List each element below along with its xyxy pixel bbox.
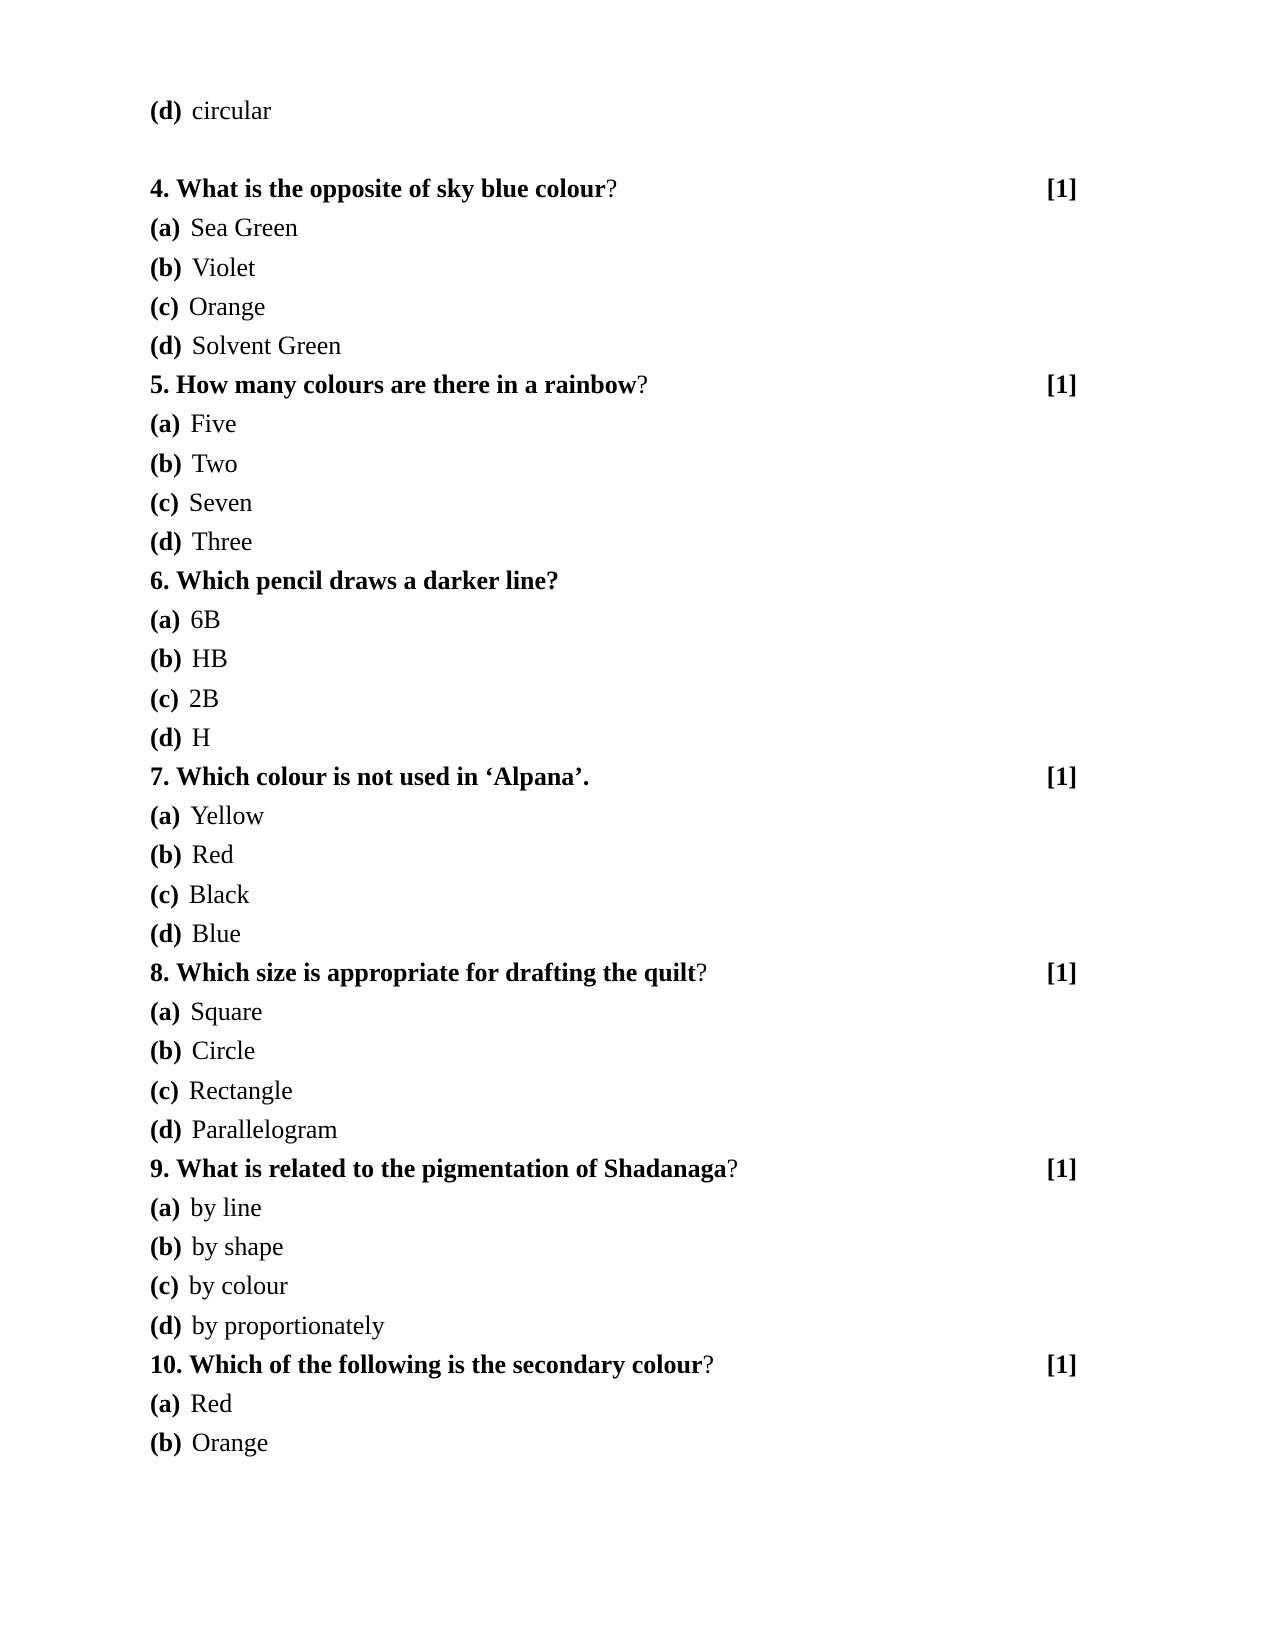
option-letter: (c) bbox=[150, 1271, 179, 1301]
option-line bbox=[150, 208, 1085, 247]
option-line bbox=[150, 404, 1085, 443]
option-letter: (c) bbox=[150, 683, 179, 713]
option-line bbox=[150, 1266, 1085, 1305]
option-text: by shape bbox=[191, 1232, 284, 1262]
option-line bbox=[150, 248, 1085, 287]
option-text: Orange bbox=[191, 1428, 269, 1458]
question-line bbox=[150, 1149, 1085, 1188]
option-letter: (b) bbox=[150, 840, 182, 870]
option-text: by proportionately bbox=[191, 1310, 385, 1340]
option-text: Red bbox=[191, 840, 234, 870]
option-text: HB bbox=[191, 644, 228, 674]
question-text: Which pencil draws a darker line? bbox=[176, 566, 560, 596]
option-letter: (c) bbox=[150, 879, 179, 909]
question-mark: ? bbox=[605, 174, 618, 204]
option-letter: (c) bbox=[150, 487, 179, 517]
option-line bbox=[150, 1384, 1085, 1423]
option-line bbox=[150, 1227, 1085, 1266]
option-text: Solvent Green bbox=[191, 330, 342, 360]
option-line bbox=[150, 679, 1085, 718]
option-line bbox=[150, 600, 1085, 639]
option-line bbox=[150, 875, 1085, 914]
option-line bbox=[150, 326, 1085, 365]
option-letter: (d) bbox=[150, 722, 182, 752]
question-block bbox=[150, 365, 1085, 561]
question-line bbox=[150, 365, 1085, 404]
question-line bbox=[150, 757, 1085, 796]
option-letter: (a) bbox=[150, 1193, 181, 1223]
question-block bbox=[150, 953, 1085, 1149]
option-letter: (d) bbox=[150, 918, 182, 948]
question-block bbox=[150, 1345, 1085, 1463]
option-text: Parallelogram bbox=[191, 1114, 338, 1144]
option-text: Orange bbox=[188, 291, 266, 321]
question-marks: [1] bbox=[1046, 957, 1077, 987]
question-list bbox=[150, 169, 1085, 1462]
spacer bbox=[150, 130, 1085, 169]
option-text: circular bbox=[191, 96, 272, 125]
question-line bbox=[150, 169, 1085, 208]
option-letter: (b) bbox=[150, 644, 182, 674]
question-number: 7. bbox=[150, 762, 170, 791]
question-number: 4. bbox=[150, 174, 170, 204]
question-block bbox=[150, 757, 1085, 953]
option-letter: (b) bbox=[150, 1428, 182, 1458]
option-line bbox=[150, 1071, 1085, 1110]
option-line bbox=[150, 914, 1085, 953]
question-marks: [1] bbox=[1046, 370, 1077, 400]
option-text: Rectangle bbox=[188, 1075, 293, 1105]
option-line bbox=[150, 639, 1085, 678]
question-mark: ? bbox=[695, 957, 708, 987]
question-line bbox=[150, 1345, 1085, 1384]
option-text: Three bbox=[191, 526, 253, 556]
option-letter: (a) bbox=[150, 409, 181, 439]
option-text: Blue bbox=[191, 918, 241, 948]
option-text: Circle bbox=[191, 1036, 256, 1066]
option-letter: (d) bbox=[150, 96, 182, 125]
question-marks: [1] bbox=[1046, 174, 1077, 204]
question-block bbox=[150, 169, 1085, 365]
question-paper-page bbox=[150, 91, 1085, 1462]
question-text: What is the opposite of sky blue colour bbox=[176, 174, 606, 204]
option-text: Red bbox=[190, 1389, 233, 1418]
option-text: Violet bbox=[191, 252, 256, 282]
question-marks: [1] bbox=[1046, 762, 1077, 791]
option-line bbox=[150, 1188, 1085, 1227]
option-line bbox=[150, 483, 1085, 522]
option-text: Five bbox=[190, 409, 237, 439]
option-letter: (d) bbox=[150, 526, 182, 556]
question-marks: [1] bbox=[1046, 1153, 1077, 1183]
option-line bbox=[150, 287, 1085, 326]
question-text: Which size is appropriate for drafting the quilt bbox=[176, 957, 696, 987]
option-line bbox=[150, 1306, 1085, 1345]
option-text: Square bbox=[190, 997, 263, 1027]
option-letter: (a) bbox=[150, 1389, 181, 1418]
option-letter: (d) bbox=[150, 1310, 182, 1340]
option-letter: (a) bbox=[150, 801, 181, 831]
option-letter: (a) bbox=[150, 213, 181, 243]
question-number: 9. bbox=[150, 1153, 170, 1183]
option-text: Sea Green bbox=[190, 213, 298, 243]
option-line bbox=[150, 992, 1085, 1031]
question-text: What is related to the pigmentation of Shadanaga bbox=[176, 1153, 727, 1183]
option-text: Yellow bbox=[190, 801, 265, 831]
option-letter: (d) bbox=[150, 1114, 182, 1144]
question-number: 5. bbox=[150, 370, 170, 400]
option-text: Two bbox=[191, 448, 238, 478]
question-line bbox=[150, 953, 1085, 992]
option-letter: (b) bbox=[150, 1036, 182, 1066]
question-mark: ? bbox=[726, 1153, 739, 1183]
carry-over-option bbox=[150, 91, 1085, 130]
option-line bbox=[150, 835, 1085, 874]
option-letter: (d) bbox=[150, 330, 182, 360]
question-number: 8. bbox=[150, 957, 170, 987]
option-line bbox=[150, 444, 1085, 483]
option-text: by colour bbox=[188, 1271, 288, 1301]
question-number: 6. bbox=[150, 566, 170, 596]
option-line bbox=[150, 522, 1085, 561]
question-block bbox=[150, 561, 1085, 757]
option-letter: (b) bbox=[150, 252, 182, 282]
question-text: How many colours are there in a rainbow bbox=[176, 370, 637, 400]
option-letter: (b) bbox=[150, 448, 182, 478]
option-letter: (a) bbox=[150, 997, 181, 1027]
option-line bbox=[150, 718, 1085, 757]
option-line bbox=[150, 1031, 1085, 1070]
question-text: Which colour is not used in ‘Alpana’. bbox=[176, 762, 590, 791]
option-text: 2B bbox=[188, 683, 220, 713]
question-text: Which of the following is the secondary colour bbox=[189, 1349, 703, 1379]
question-block bbox=[150, 1149, 1085, 1345]
option-line bbox=[150, 1423, 1085, 1462]
question-line bbox=[150, 561, 1085, 600]
option-text: H bbox=[191, 722, 211, 752]
option-text: Seven bbox=[188, 487, 253, 517]
option-text: by line bbox=[190, 1193, 262, 1223]
option-line bbox=[150, 796, 1085, 835]
option-letter: (c) bbox=[150, 1075, 179, 1105]
option-letter: (b) bbox=[150, 1232, 182, 1262]
question-number: 10. bbox=[150, 1349, 183, 1379]
option-letter: (a) bbox=[150, 605, 181, 635]
option-letter: (c) bbox=[150, 291, 179, 321]
option-line bbox=[150, 1110, 1085, 1149]
question-marks: [1] bbox=[1046, 1349, 1077, 1379]
option-text: Black bbox=[188, 879, 250, 909]
option-text: 6B bbox=[190, 605, 221, 635]
question-mark: ? bbox=[636, 370, 649, 400]
question-mark: ? bbox=[702, 1349, 715, 1379]
